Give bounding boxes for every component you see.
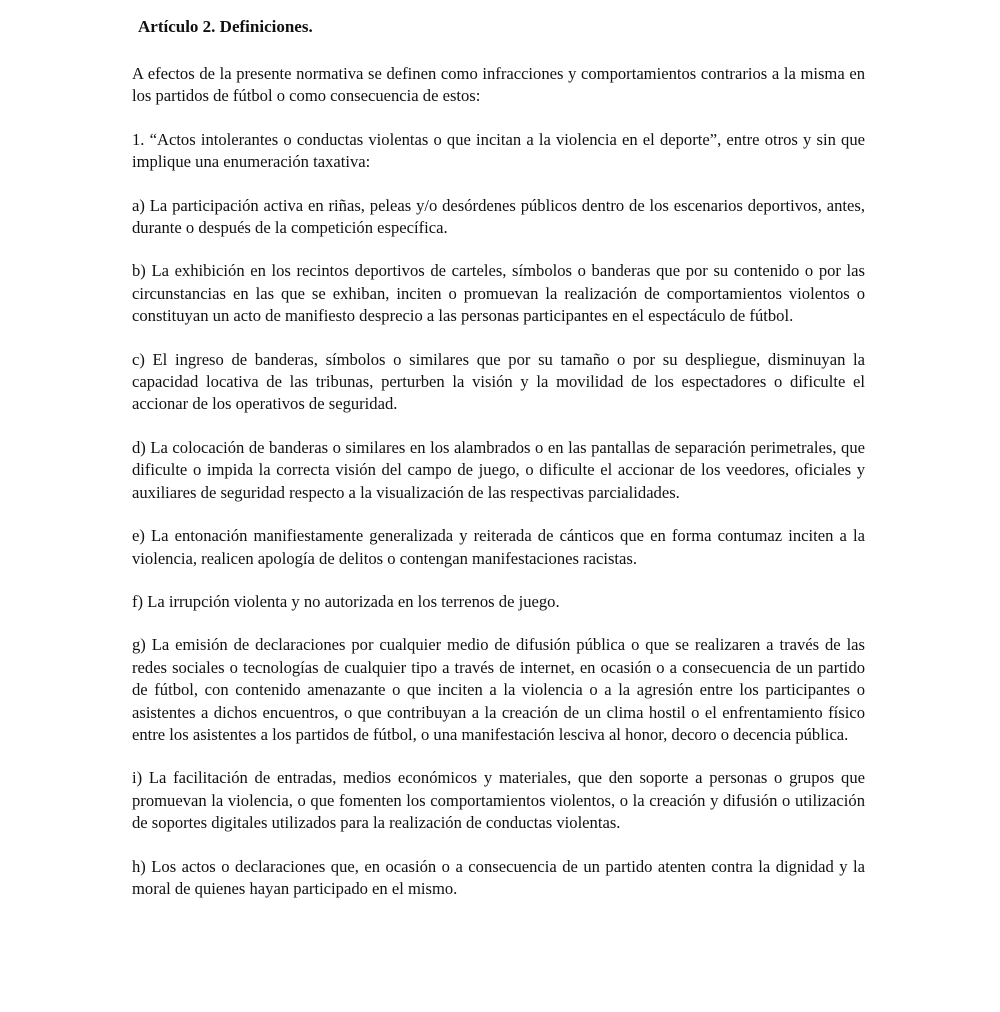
definition-item-d: d) La colocación de banderas o similares en los alambrados o en las pantallas de separación perimetrales, que dificulte o impida la correcta visión del campo de juego, o dificulte el accionar de los veedores, oficiales y auxiliares de seguridad respecto a la visualización de las respectivas parcialidades.	[132, 437, 865, 502]
definition-item-c: c) El ingreso de banderas, símbolos o similares que por su tamaño o por su despliegue, disminuyan la capacidad locativa de las tribunas, perturben la visión y la movilidad de los espectadores o dificulte el accionar de los operativos de seguridad.	[132, 349, 865, 414]
definition-item-a: a) La participación activa en riñas, peleas y/o desórdenes públicos dentro de los escenarios deportivos, antes, durante o después de la competición específica.	[132, 195, 865, 238]
definition-item-e: e) La entonación manifiestamente generalizada y reiterada de cánticos que en forma contumaz inciten a la violencia, realicen apología de delitos o contengan manifestaciones racistas.	[132, 526, 865, 568]
definition-item-g: g) La emisión de declaraciones por cualquier medio de difusión pública o que se realizaren a través de las redes sociales o tecnologías de cualquier tipo a través de internet, en ocasión o a consecuencia de un partido de fútbol, con contenido amenazante o que inciten a la violencia o a la agresión entre los participantes o asistentes a dichos encuentros, o que contribuyan a la creación de un clima hostil o el enfrentamiento físico entre los asistentes a los partidos de fútbol, o una manifestación lesciva al honor, decoro o decencia pública.	[132, 635, 865, 744]
intro-paragraph: A efectos de la presente normativa se definen como infracciones y comportamientos contrarios a la misma en los partidos de fútbol o como consecuencia de estos:	[132, 64, 865, 106]
definition-item-f: f) La irrupción violenta y no autorizada en los terrenos de juego.	[132, 591, 560, 611]
definition-item-1: 1. “Actos intolerantes o conductas violentas o que incitan a la violencia en el deporte”, entre otros y sin que implique una enumeración taxativa:	[132, 129, 865, 172]
definition-item-h: h) Los actos o declaraciones que, en ocasión o a consecuencia de un partido atenten contra la dignidad y la moral de quienes hayan participado en el mismo.	[132, 856, 865, 898]
article-heading: Artículo 2. Definiciones.	[138, 17, 313, 36]
article-body	[132, 63, 865, 921]
definition-item-i: i) La facilitación de entradas, medios económicos y materiales, que den soporte a personas o grupos que promuevan la violencia, o que fomenten los comportamientos violentos, o la creación y difusión o utilización de soportes digitales utilizados para la realización de conductas violentas.	[132, 768, 865, 833]
definition-item-b: b) La exhibición en los recintos deportivos de carteles, símbolos o banderas que por su contenido o por las circunstancias en las que se exhiban, inciten o promuevan la realización de comportamientos violentos o constituyan un acto de manifiesto desprecio a las personas participantes en el espectáculo de fútbol.	[132, 261, 865, 326]
